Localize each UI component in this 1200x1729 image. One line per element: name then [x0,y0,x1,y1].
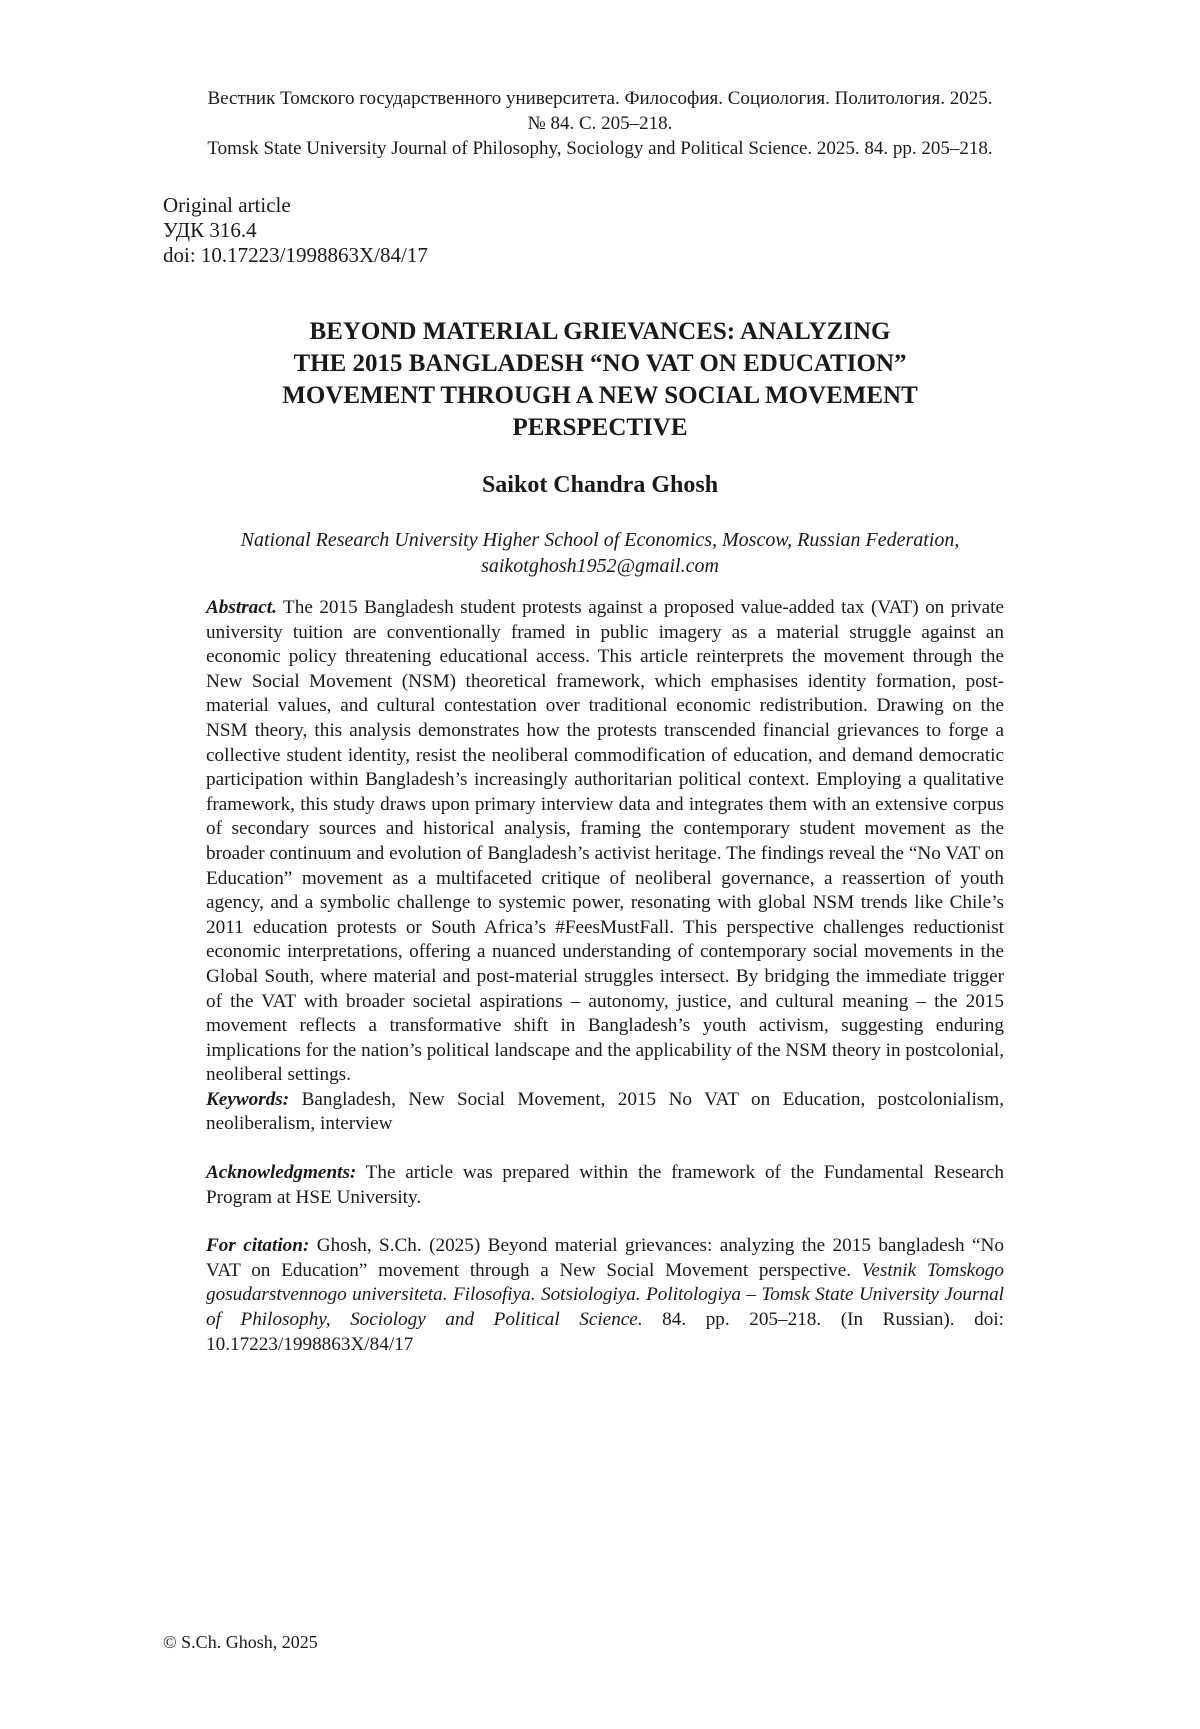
keywords [206,1088,1004,1137]
article-type: Original article [163,193,291,217]
keywords-label: Keywords: [206,1088,290,1110]
journal-header [150,86,1050,161]
title-line: THE 2015 BANGLADESH “NO VAT ON EDUCATION” [293,350,907,377]
udk-code: УДК 316.4 [163,218,257,242]
author-email: saikotghosh1952@gmail.com [481,555,719,577]
abstract [206,596,1004,1088]
citation [206,1234,1004,1357]
journal-header-russian: Вестник Томского государственного университета. Философия. Социология. Политология. 2025. [207,88,993,109]
abstract-text: The 2015 Bangladesh student protests against a proposed value-added tax (VAT) on private university tuition are conventionally framed in public imagery as a material struggle against an economic policy threatening educational access. This article reinterprets the movement through the New Social Movement (NSM) theoretical framework, which emphasises identity formation, post-material values, and cultural contestation over traditional economic redistribution. Drawing on the NSM theory, this analysis demonstrates how the protests transcended financial grievances to forge a collective student identity, resist the neoliberal commodification of education, and demand democratic participation within Bangladesh’s increasingly authoritarian political context. Employing a qualitative framework, this study draws upon primary interview data and integrates them with an extensive corpus of secondary sources and historical analysis, framing the contemporary student movement as the broader continuum and evolution of Bangladesh’s activist heritage. The findings reveal the “No VAT on Education” movement as a multifaceted critique of neoliberal governance, a reassertion of youth agency, and a symbolic challenge to systemic power, resonating with global NSM trends like Chile’s 2011 education protests or South Africa’s #FeesMustFall. This perspective challenges reductionist economic interpretations, offering a nuanced understanding of contemporary social movements in the Global South, where material and post-material struggles intersect. By bridging the immediate trigger of the VAT with broader societal aspirations – autonomy, justice, and cultural meaning – the 2015 movement reflects a transformative shift in Bangladesh’s youth activism, suggesting enduring implications for the nation’s political landscape and the applicability of the NSM theory in postcolonial, neoliberal settings. [206,597,1004,1086]
citation-pages: 84. pp. 205–218. (In Russian). doi: 10.17223/1998863X/84/17 [206,1309,1004,1355]
title-line: PERSPECTIVE [512,414,688,441]
author-affiliation [180,527,1020,579]
journal-header-issue: № 84. С. 205–218. [527,113,673,134]
acknowledgments-label: Acknowledgments: [206,1162,357,1184]
acknowledgments [206,1161,1004,1210]
title-line: BEYOND MATERIAL GRIEVANCES: ANALYZING [309,318,891,345]
title-line: MOVEMENT THROUGH A NEW SOCIAL MOVEMENT [282,382,918,409]
citation-label: For citation: [206,1235,310,1257]
doi: doi: 10.17223/1998863X/84/17 [163,243,428,267]
journal-header-english: Tomsk State University Journal of Philosophy, Sociology and Political Science. 2025. 84. pp. 205–218. [207,138,993,159]
abstract-label: Abstract. [206,597,277,618]
citation-text: Ghosh, S.Ch. (2025) Beyond material grievances: analyzing the 2015 bangladesh “No VAT on Education” movement through a New Social Movement perspective. [206,1235,1005,1281]
abstract-section [206,596,1004,1357]
acknowledgments-text: The article was prepared within the framework of the Fundamental Research Program at HSE University. [206,1162,1004,1208]
article-meta [163,193,428,268]
keywords-text: Bangladesh, New Social Movement, 2015 No VAT on Education, postcolonialism, neoliberalism, interview [206,1088,1004,1135]
article-title [200,316,1000,444]
copyright-notice: © S.Ch. Ghosh, 2025 [163,1632,318,1652]
affiliation-text: National Research University Higher School of Economics, Moscow, Russian Federation, [240,529,960,551]
citation-journal: Vestnik Tomskogo gosudarstvennogo universiteta. Filosofiya. Sotsiologiya. Politologiya – Tomsk State University Journal of Philosophy, Sociology and Political Science. [206,1259,1004,1331]
author-name: Saikot Chandra Ghosh [481,472,719,498]
